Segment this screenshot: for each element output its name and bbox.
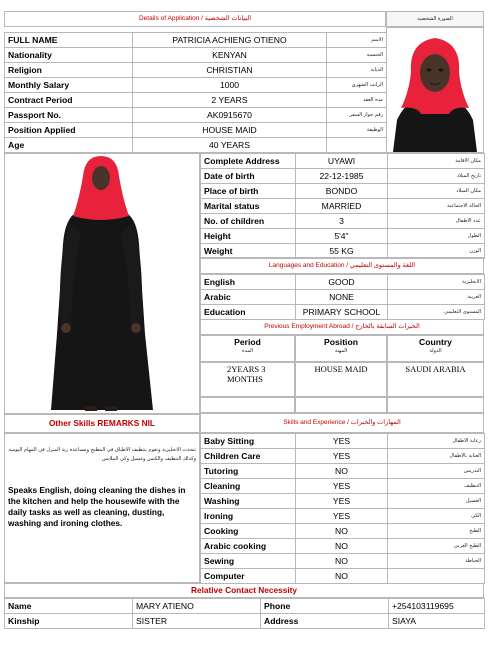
employment-empty-cell: [200, 397, 295, 413]
skill-row-arabic-label: الكي: [388, 509, 485, 524]
personal-row: [5, 78, 387, 93]
skill-row: [201, 464, 485, 479]
details-row-label: Marital status: [201, 199, 296, 214]
language-row-value: NONE: [296, 290, 388, 305]
contact-phone-label: Phone: [261, 599, 389, 614]
skill-row-value: YES: [296, 449, 388, 464]
skill-row-arabic-label: رعاية الاطفال: [388, 434, 485, 449]
employment-country: SAUDI ARABIA: [387, 362, 484, 397]
employment-empty-cell: [295, 397, 387, 413]
language-row: [201, 305, 485, 320]
personal-row-arabic-label: [327, 138, 387, 153]
form-title: Details of Application / البيانات الشخصية: [4, 11, 386, 27]
details-row-label: Height: [201, 229, 296, 244]
contact-kinship-value: SISTER: [133, 614, 261, 629]
languages-header: Languages and Education / اللغة والمستوى التعليمي: [200, 257, 484, 274]
skill-row-arabic-label: [388, 569, 485, 584]
skill-row-label: Tutoring: [201, 464, 296, 479]
language-row-arabic-label: الانجليزية: [388, 275, 485, 290]
personal-row-value: 2 YEARS: [133, 93, 327, 108]
employment-period: 2YEARS 3 MONTHS: [200, 362, 295, 397]
skill-row-arabic-label: التدريس: [388, 464, 485, 479]
skill-row-label: Baby Sitting: [201, 434, 296, 449]
period-label-ar: المدة: [241, 348, 254, 354]
skill-row-label: Cleaning: [201, 479, 296, 494]
skills-table: [200, 433, 485, 584]
language-row: [201, 275, 485, 290]
personal-row-label: Contract Period: [5, 93, 133, 108]
personal-row-value: PATRICIA ACHIENG OTIENO: [133, 33, 327, 48]
personal-row: [5, 93, 387, 108]
details-row: [201, 229, 485, 244]
personal-row-arabic-label: الجنسية: [327, 48, 387, 63]
details-row-arabic-label: مكان الميلاد: [388, 184, 485, 199]
skill-row-value: YES: [296, 494, 388, 509]
skill-row-value: YES: [296, 434, 388, 449]
other-skills-header: Other Skills REMARKS NIL: [4, 413, 200, 433]
personal-row: [5, 33, 387, 48]
skill-row: [201, 539, 485, 554]
language-row-label: Arabic: [201, 290, 296, 305]
portrait-photo: [386, 27, 484, 153]
full-body-photo: [4, 153, 200, 415]
contact-kinship-label: Kinship: [5, 614, 133, 629]
skill-row-value: NO: [296, 569, 388, 584]
details-row: [201, 154, 485, 169]
personal-row: [5, 138, 387, 153]
contact-table: [4, 598, 485, 629]
country-label-ar: الدولة: [429, 348, 442, 354]
skill-row-arabic-label: العناية بالاطفال: [388, 449, 485, 464]
skill-row-value: YES: [296, 509, 388, 524]
details-row-value: 3: [296, 214, 388, 229]
details-row: [201, 199, 485, 214]
employment-empty-cell: [387, 397, 484, 413]
skill-row-arabic-label: الخياطة: [388, 554, 485, 569]
skill-row-label: Sewing: [201, 554, 296, 569]
details-row-arabic-label: الحالة الاجتماعية: [388, 199, 485, 214]
period-column-header: [200, 335, 295, 362]
personal-row-label: FULL NAME: [5, 33, 133, 48]
skill-row-arabic-label: الطبخ: [388, 524, 485, 539]
personal-row-label: Position Applied: [5, 123, 133, 138]
language-row-label: Education: [201, 305, 296, 320]
personal-row-arabic-label: مدة العقد: [327, 93, 387, 108]
personal-row-arabic-label: الاسم: [327, 33, 387, 48]
details-row-value: BONDO: [296, 184, 388, 199]
language-row-arabic-label: العربية: [388, 290, 485, 305]
personal-row-label: Passport No.: [5, 108, 133, 123]
details-row-label: No. of children: [201, 214, 296, 229]
personal-row-value: CHRISTIAN: [133, 63, 327, 78]
portrait-image: [387, 28, 483, 152]
details-row-arabic-label: مكان الاقامة: [388, 154, 485, 169]
employment-header: Previous Employment Abroad / الخبرات السابقة بالخارج: [200, 319, 484, 335]
language-row-label: English: [201, 275, 296, 290]
contact-row-name: [5, 599, 485, 614]
personal-info-table: [4, 32, 387, 153]
language-row: [201, 290, 485, 305]
details-row: [201, 169, 485, 184]
details-row-value: 55 KG: [296, 244, 388, 259]
personal-row: [5, 63, 387, 78]
details-row-value: UYAWI: [296, 154, 388, 169]
details-row-arabic-label: الوزن: [388, 244, 485, 259]
skill-row-value: YES: [296, 479, 388, 494]
other-skills-box: [4, 433, 200, 583]
personal-row: [5, 123, 387, 138]
skill-row: [201, 449, 485, 464]
details-row-label: Place of birth: [201, 184, 296, 199]
other-skills-english: Speaks English, doing cleaning the dishes in the kitchen and help the housewife with the daily tasks as well as cleaning, dusting, washing and ironing clothes.: [8, 485, 186, 528]
skill-row-label: Washing: [201, 494, 296, 509]
contact-header: Relative Contact Necessity: [4, 583, 484, 598]
personal-row-label: Religion: [5, 63, 133, 78]
personal-row-arabic-label: الديانة: [327, 63, 387, 78]
skill-row-value: NO: [296, 539, 388, 554]
details-row-arabic-label: الطول: [388, 229, 485, 244]
personal-row-value: AK0915670: [133, 108, 327, 123]
position-column-header: [295, 335, 387, 362]
personal-row-label: Monthly Salary: [5, 78, 133, 93]
contact-address-label: Address: [261, 614, 389, 629]
country-column-header: [387, 335, 484, 362]
details-table: [200, 153, 485, 259]
skill-row-label: Children Care: [201, 449, 296, 464]
details-row-label: Date of birth: [201, 169, 296, 184]
skill-row-label: Arabic cooking: [201, 539, 296, 554]
skill-row-arabic-label: التنظيف: [388, 479, 485, 494]
employment-position: HOUSE MAID: [295, 362, 387, 397]
personal-row-value: HOUSE MAID: [133, 123, 327, 138]
period-label: Period: [234, 337, 261, 347]
details-row-arabic-label: تاريخ الميلاد: [388, 169, 485, 184]
skill-row: [201, 494, 485, 509]
skill-row-label: Cooking: [201, 524, 296, 539]
personal-row-value: 40 YEARS: [133, 138, 327, 153]
contact-name-value: MARY ATIENO: [133, 599, 261, 614]
language-row-value: PRIMARY SCHOOL: [296, 305, 388, 320]
personal-row: [5, 48, 387, 63]
position-label: Position: [324, 337, 358, 347]
skill-row-value: NO: [296, 464, 388, 479]
language-row-arabic-label: المستوى التعليمي: [388, 305, 485, 320]
skill-row-value: NO: [296, 524, 388, 539]
skills-header: Skills and Experience / المهارات والخبرات: [200, 413, 484, 433]
details-row-value: MARRIED: [296, 199, 388, 214]
skill-row: [201, 524, 485, 539]
skill-row: [201, 569, 485, 584]
skill-row-label: Computer: [201, 569, 296, 584]
skill-row-arabic-label: الغسيل: [388, 494, 485, 509]
contact-address-value: SIAYA: [389, 614, 485, 629]
details-row-label: Complete Address: [201, 154, 296, 169]
personal-row-value: KENYAN: [133, 48, 327, 63]
personal-row-arabic-label: الوظيفة: [327, 123, 387, 138]
skill-row-value: NO: [296, 554, 388, 569]
language-row-value: GOOD: [296, 275, 388, 290]
photo-header: [386, 11, 484, 27]
personal-row-arabic-label: الراتب الشهري: [327, 78, 387, 93]
photo-label: الصورة الشخصية: [417, 16, 453, 22]
contact-row-kinship: [5, 614, 485, 629]
personal-row: [5, 108, 387, 123]
contact-name-label: Name: [5, 599, 133, 614]
skill-row: [201, 509, 485, 524]
personal-row-label: Nationality: [5, 48, 133, 63]
position-label-ar: المهنة: [334, 348, 348, 354]
contact-phone-value: +254103119695: [389, 599, 485, 614]
other-skills-arabic: تتحدث الانجليزية وتقوم بتنظيف الاطباق في المطبخ ومساعدة ربة المنزل في المهام اليومية وكذلك التنظيف والكنس وغسيل وكي الملابس: [8, 447, 196, 462]
personal-row-value: 1000: [133, 78, 327, 93]
personal-row-label: Age: [5, 138, 133, 153]
skill-row: [201, 554, 485, 569]
skill-row: [201, 479, 485, 494]
skill-row: [201, 434, 485, 449]
details-row: [201, 214, 485, 229]
details-row-label: Weight: [201, 244, 296, 259]
details-row-arabic-label: عدد الاطفال: [388, 214, 485, 229]
details-row: [201, 184, 485, 199]
personal-row-arabic-label: رقم جواز السفر: [327, 108, 387, 123]
details-row-value: 5'4": [296, 229, 388, 244]
languages-table: [200, 274, 485, 320]
skill-row-arabic-label: الطبخ العربي: [388, 539, 485, 554]
details-row-value: 22-12-1985: [296, 169, 388, 184]
skill-row-label: Ironing: [201, 509, 296, 524]
full-body-image: [5, 154, 199, 414]
country-label: Country: [419, 337, 452, 347]
